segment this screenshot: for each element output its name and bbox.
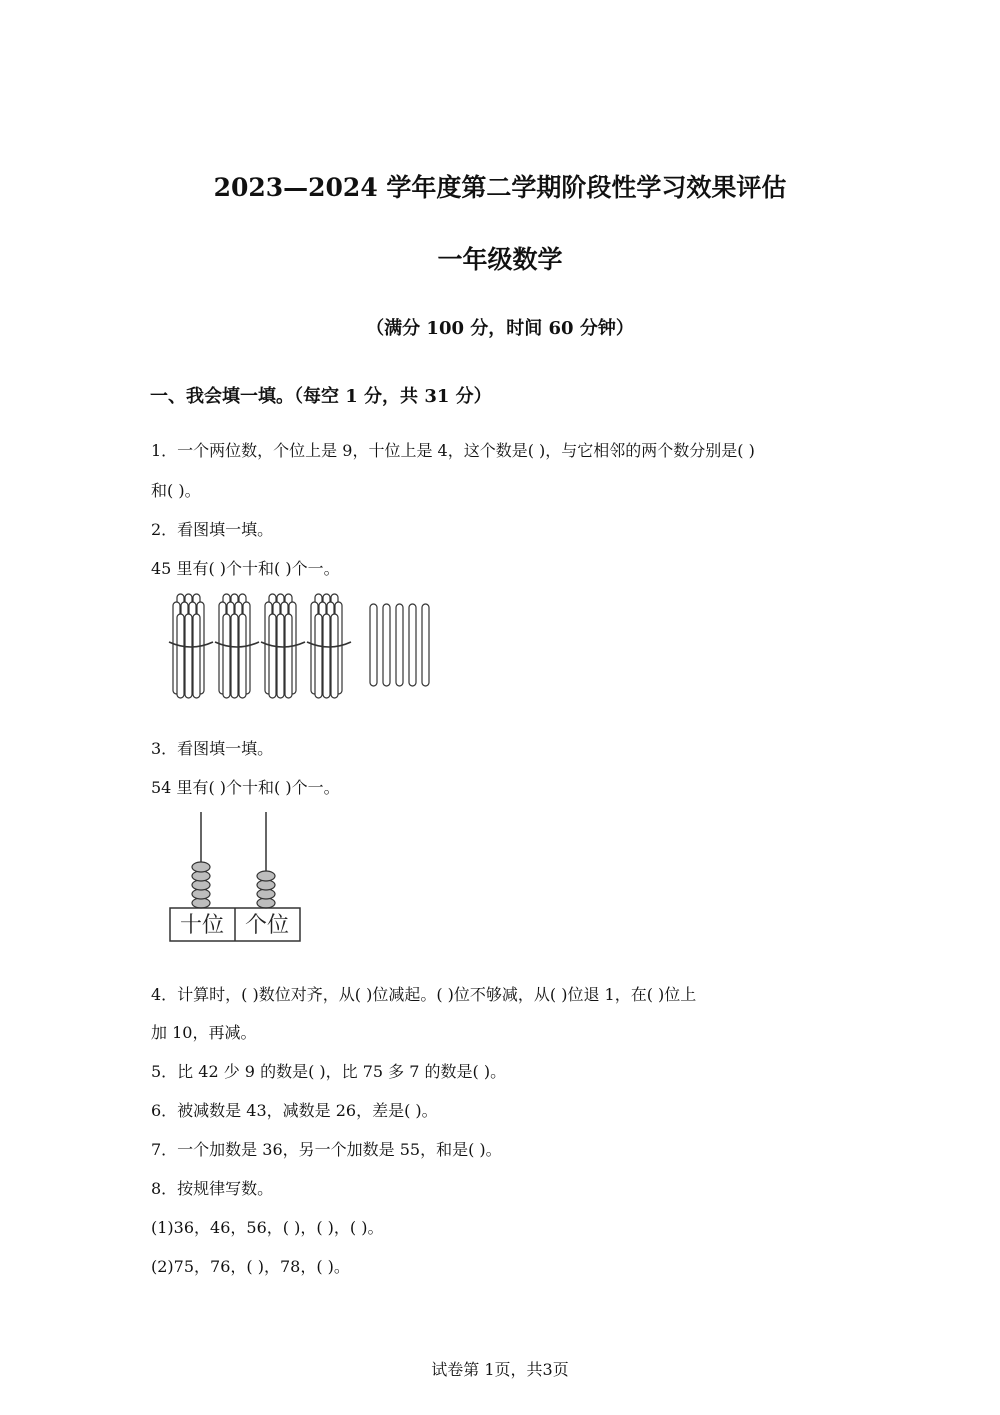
question-8-part-1: (1)36，46，56，( )，( )，( )。 bbox=[151, 1218, 384, 1237]
question-4-line-2: 加 10，再减。 bbox=[151, 1023, 257, 1042]
sticks-figure bbox=[165, 590, 440, 702]
single-stick bbox=[396, 604, 403, 686]
question-1-line-2: 和( )。 bbox=[151, 481, 201, 500]
question-5: 5．比 42 少 9 的数是( )，比 75 多 7 的数是( )。 bbox=[151, 1062, 507, 1081]
stick-bundle-of-ten bbox=[169, 594, 213, 698]
exam-info: （满分 100 分，时间 60 分钟） bbox=[366, 318, 634, 339]
single-stick bbox=[422, 604, 429, 686]
stick-bundle-of-ten bbox=[307, 594, 351, 698]
abacus-bead-ones bbox=[257, 871, 275, 881]
stick-bundle-of-ten bbox=[261, 594, 305, 698]
page-footer: 试卷第 1页，共3页 bbox=[431, 1360, 569, 1379]
subject-title: 一年级数学 bbox=[437, 245, 563, 274]
question-1-line-1: 1．一个两位数，个位上是 9，十位上是 4，这个数是( )，与它相邻的两个数分别是( ) bbox=[151, 441, 755, 460]
question-7: 7．一个加数是 36，另一个加数是 55，和是( )。 bbox=[151, 1140, 502, 1159]
single-stick bbox=[383, 604, 390, 686]
single-stick bbox=[370, 604, 377, 686]
question-8-title: 8．按规律写数。 bbox=[151, 1179, 274, 1198]
question-2-text: 45 里有( )个十和( )个一。 bbox=[151, 559, 340, 578]
question-8-part-2: (2)75，76，( )，78，( )。 bbox=[151, 1257, 350, 1276]
abacus-figure bbox=[165, 808, 310, 946]
section-heading: 一、我会填一填。（每空 1 分，共 31 分） bbox=[150, 386, 492, 407]
stick-bundle-of-ten bbox=[215, 594, 259, 698]
document-title: 2023—2024 学年度第二学期阶段性学习效果评估 bbox=[213, 173, 787, 202]
question-3-title: 3．看图填一填。 bbox=[151, 739, 274, 758]
question-3-text: 54 里有( )个十和( )个一。 bbox=[151, 778, 340, 797]
question-6: 6．被减数是 43，减数是 26，差是( )。 bbox=[151, 1101, 438, 1120]
abacus-bead-tens bbox=[192, 862, 210, 872]
single-stick bbox=[409, 604, 416, 686]
question-4-line-1: 4．计算时，( )数位对齐，从( )位减起。( )位不够减，从( )位退 1，在( )位上 bbox=[151, 985, 697, 1004]
tens-label: 十位 bbox=[179, 913, 225, 938]
question-2-title: 2．看图填一填。 bbox=[151, 520, 274, 539]
ones-label: 个位 bbox=[244, 913, 290, 938]
